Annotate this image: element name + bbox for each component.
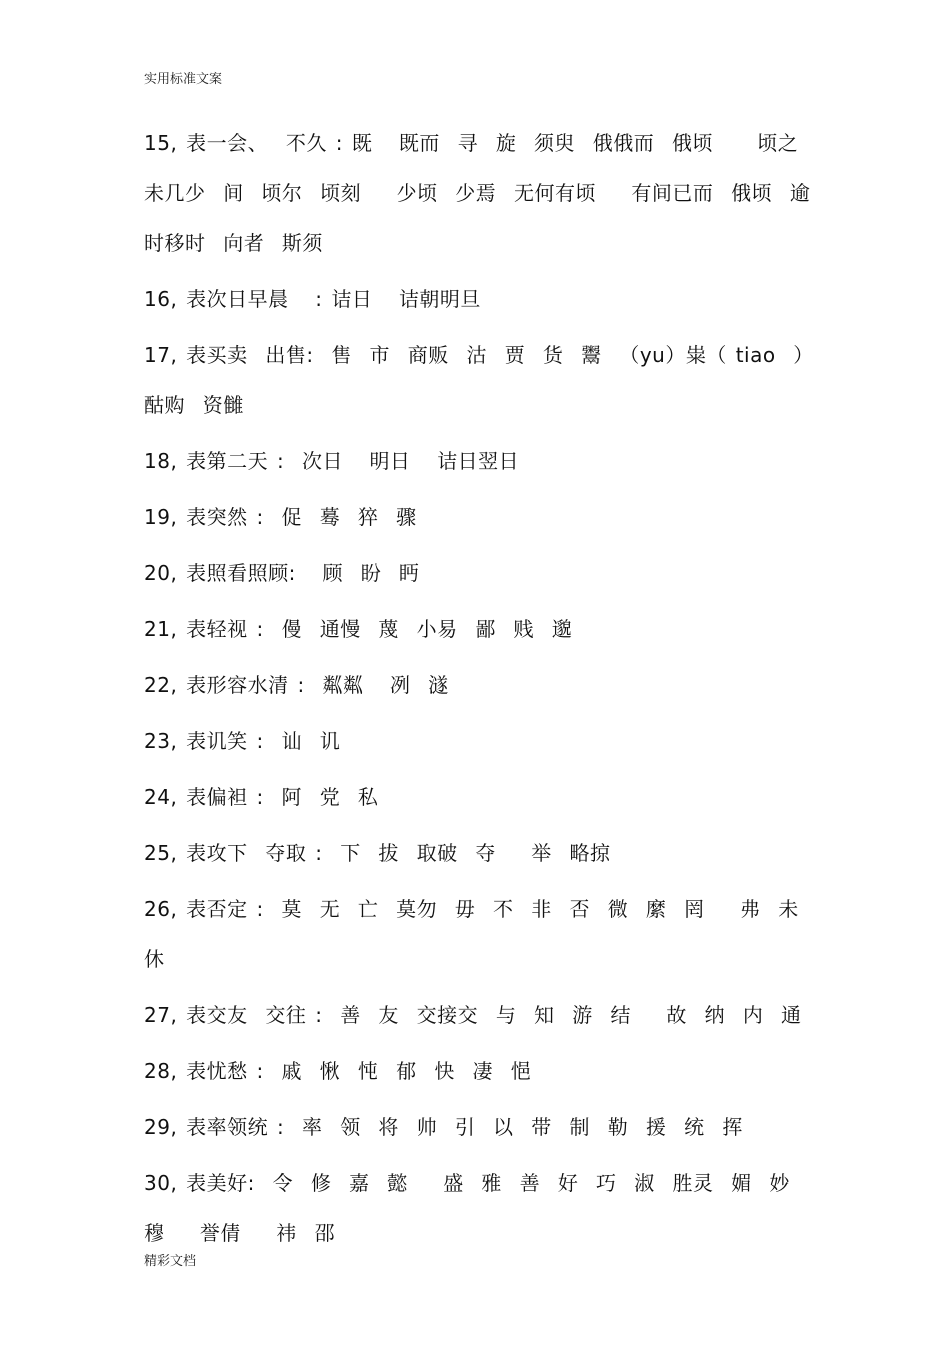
page-footer: 精彩文档	[144, 1254, 197, 1269]
entry-22: 22, 表形容水清 : 粼粼 冽 澻	[144, 673, 449, 697]
entry-20: 20, 表照看照顾: 顾 盼 眄	[144, 561, 420, 585]
entry-18: 18, 表第二天 : 次日 明日 诘日翌日	[144, 449, 520, 473]
entry-16: 16, 表次日早晨 : 诘日 诘朝明旦	[144, 287, 481, 311]
entry-21: 21, 表轻视 : 僈 通慢 蔑 小易 鄙 贱 邈	[144, 617, 573, 641]
entry-30: 30, 表美好: 令 修 嘉 懿 盛 雅 善 好 巧 淑 胜灵 媚 妙 穆 誉倩 祎 邵	[144, 1171, 808, 1245]
page-header: 实用标准文案	[144, 72, 223, 87]
entry-26: 26, 表否定 : 莫 无 亡 莫勿 毋 不 非 否 微 縻 罔 弗 未 休	[144, 897, 817, 971]
entry-23: 23, 表讥笑 : 讪 讥	[144, 729, 341, 753]
entry-25: 25, 表攻下 夺取 : 下 拔 取破 夺 举 略掠	[144, 841, 611, 865]
entry-15: 15, 表一会、 不久 : 既 既而 寻 旋 须臾 俄俄而 俄顷 顷之 未几少 间 顷尔 顷刻 少顷 少焉 无何有顷 有间已而 俄顷 逾时移时 向者 斯须	[144, 131, 816, 255]
entry-27: 27, 表交友 交往 : 善 友 交接交 与 知 游 结 故 纳 内 通	[144, 1003, 802, 1027]
document-body	[144, 118, 832, 1264]
entry-28: 28, 表忧愁 : 戚 愀 忳 郁 快 凄 悒	[144, 1059, 532, 1083]
entry-17: 17, 表买卖 出售: 售 市 商贩 沽 贾 货 鬻 （yu）粜（ tiao ） 酤购 资雠	[144, 343, 832, 417]
entry-19: 19, 表突然 : 促 蓦 猝 骤	[144, 505, 417, 529]
entry-29: 29, 表率领统 : 率 领 将 帅 引 以 带 制 勒 援 统 挥	[144, 1115, 743, 1139]
entry-24: 24, 表偏袒 : 阿 党 私	[144, 785, 379, 809]
